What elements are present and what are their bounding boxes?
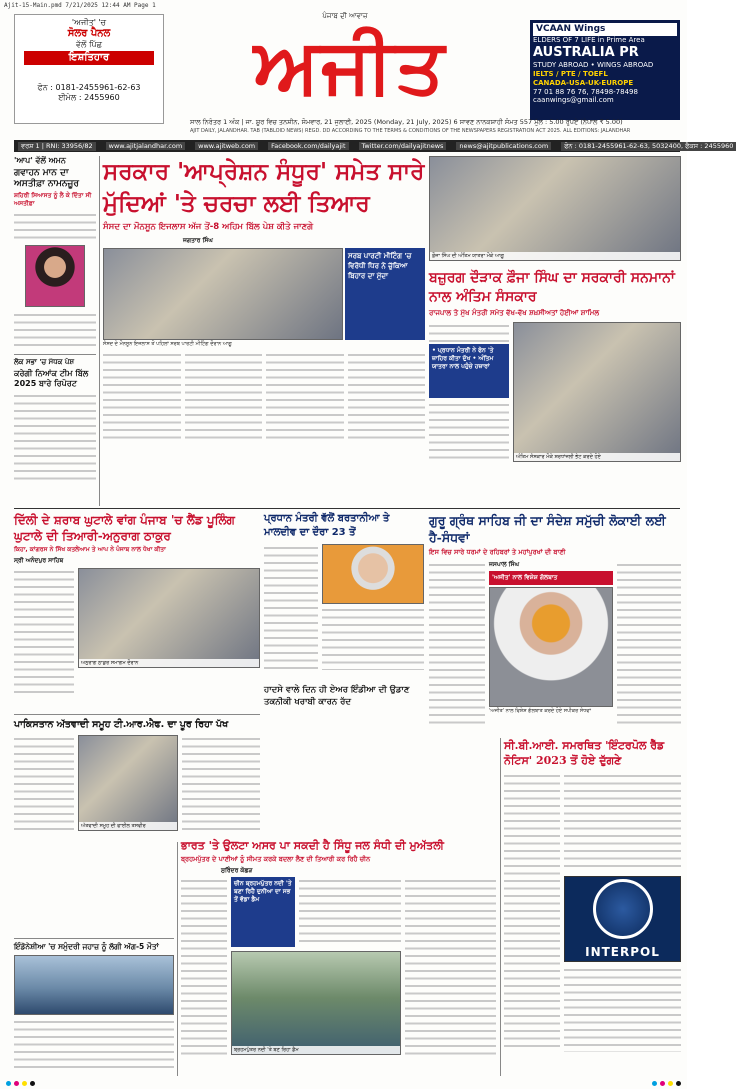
left-kicker-1: 'ਆਪ' ਵੱਲੋਂ ਅਮਨ — [14, 156, 66, 165]
pak-story — [14, 718, 260, 838]
liquor-photo — [78, 568, 260, 668]
ear-line-1: 'ਅਜੀਤ' 'ਚ — [71, 18, 107, 27]
indus-story — [181, 838, 496, 1076]
indus-caption: ਬ੍ਰਹਮਪੁੱਤਰ ਨਦੀ 'ਤੇ ਬਣ ਰਿਹਾ ਡੈਮ — [232, 1046, 400, 1054]
fauja-top-photo — [429, 156, 681, 261]
navy-headline[interactable]: ਇੰਡੋਨੇਸ਼ੀਆ 'ਚ ਸਮੁੰਦਰੀ ਜਹਾਜ਼ ਨੂੰ ਲੱਗੀ ਅੱਗ-5 ਮੌਤਾਂ — [14, 942, 159, 951]
lead-body-col-1 — [103, 351, 181, 439]
fauja-body-1 — [429, 322, 509, 342]
pm-body-1 — [264, 544, 318, 670]
indus-headline[interactable]: ਭਾਰਤ 'ਤੇ ਉਲਟਾ ਅਸਰ ਪਾ ਸਕਦੀ ਹੈ ਸਿੰਧੂ ਜਲ ਸੰਧੀ ਦੀ ਮੁਅੱਤਲੀ — [181, 839, 444, 852]
left-headline-1[interactable]: ਗਵਾਹਨ ਮਾਨ ਦਾ ਅਸਤੀਫ਼ਾ ਨਾਮਨਜ਼ੂਰ — [14, 168, 80, 189]
politician-portrait — [25, 245, 85, 307]
left-body-3 — [14, 392, 96, 482]
lead-body-col-3 — [266, 351, 344, 439]
column-rule-2 — [177, 842, 178, 1076]
interpol-logo — [564, 876, 681, 962]
cbi-body-3 — [564, 966, 681, 1052]
pak-photo — [78, 735, 178, 831]
pm-body-2 — [322, 606, 424, 670]
indus-body-3 — [405, 877, 496, 1057]
horizontal-rule-3 — [14, 938, 174, 939]
column-rule — [99, 156, 100, 506]
fauja-top-caption: ਫ਼ੌਜਾ ਸਿੰਘ ਦੀ ਅੰਤਿਮ ਯਾਤਰਾ ਮੌਕੇ ਆਗੂ — [430, 252, 680, 260]
fauja-funeral-photo — [513, 322, 681, 462]
lead-byline: ਜਗਤਾਰ ਸਿੰਘ — [183, 237, 213, 244]
color-registration-dots-right — [652, 1081, 681, 1087]
guru-body-2 — [617, 561, 681, 726]
cbi-story — [504, 738, 681, 1076]
guru-byline: ਜਸਪਾਲ ਸਿੰਘ — [489, 561, 520, 568]
left-body-1 — [14, 211, 96, 241]
advert-line-2: STUDY ABROAD • WINGS ABROAD — [533, 61, 654, 70]
navy-story — [14, 942, 174, 1076]
interpol-wordmark: INTERPOL — [585, 945, 660, 959]
dateline: ਸਾਲ ਨਿਰੰਤਰ 1 ਅੰਕ | ਜਾ. ਸ਼ੂਰ ਵਿਚ ਤਨਸ਼ੀਨ, ਸੋਮਵਾਰ, 21 ਜੁਲਾਈ, 2025 (Monday, 21 July, 2025) 6 ਸਾਵਣ ਨਾਨਕਸ਼ਾਹੀ ਸੰਮਤ 557 ਮੁੱਲ : 5.00 ਰੁਪਏ (ਨੇਪਾਲ ₹ 5.00) — [190, 118, 623, 126]
advert-line-1: ELDERS OF 7 LIFE in Prime Area — [533, 36, 645, 45]
indus-body-2 — [299, 877, 401, 947]
sandhwan-portrait — [489, 587, 613, 707]
left-ear-advert[interactable] — [14, 14, 164, 124]
print-registration-strip — [0, 1079, 687, 1089]
advert-line-3: IELTS / PTE / TOEFL — [533, 70, 608, 78]
twitter-link[interactable]: Twitter.com/dailyajitnews — [359, 142, 447, 150]
lead-body-col-2 — [185, 351, 263, 439]
guru-deck: ਇਸ ਵਿਚ ਸਾਰੇ ਧਰਮਾਂ ਦੇ ਰਹਿਬਰਾਂ ਤੇ ਮਹਾਂਪੁਰਖਾਂ ਦੀ ਬਾਣੀ — [429, 548, 566, 556]
contact-bar — [14, 140, 734, 152]
lead-inset-box: ਸਰਬ ਪਾਰਟੀ ਮੀਟਿੰਗ 'ਚ ਵਿਰੋਧੀ ਧਿਰ ਨੇ ਚੁੱਕਿਆ ਬਿਹਾਰ ਦਾ ਮੁੱਦਾ — [345, 248, 425, 340]
left-subhead-1: ਸ਼ਹਿਰੀ ਸਿਆਸਤ ਨੂੰ ਲੈ ਕੇ ਦਿੱਤਾ ਸੀ ਅਸਤੀਫ਼ਾ — [14, 192, 92, 207]
left-divider — [14, 354, 96, 355]
registration-line: AJIT DAILY, JALANDHAR. TAB (TABLOID NEWS) REGD. DD ACCORDING TO THE TERMS & CONDITIONS OF THE NEWSPAPERS REGISTRATION ACT 2025. ALL EDITIONS: JALANDHAR — [190, 128, 631, 134]
lead-body-col-4 — [348, 351, 426, 439]
indus-byline: ਸੁਰਿੰਦਰ ਕੋਛੜ — [221, 867, 253, 874]
ear-line-2: ਸੋਲਰ ਪੈਨਲ — [67, 27, 111, 39]
horizontal-rule-2 — [14, 714, 260, 715]
lead-photo — [103, 248, 343, 340]
pm-headline[interactable]: ਪ੍ਰਧਾਨ ਮੰਤਰੀ ਵੱਲੋਂ ਬਰਤਾਨੀਆ ਤੇ ਮਾਲਦੀਵ ਦਾ ਦੌਰਾ 23 ਤੋਂ — [264, 513, 390, 538]
left-kicker-2: ਲੋਕ ਸਭਾ 'ਚ ਮੱਧਕ ਪੇਸ਼ — [14, 358, 75, 366]
liquor-headline[interactable]: ਦਿੱਲੀ ਦੇ ਸ਼ਰਾਬ ਘੁਟਾਲੇ ਵਾਂਗ ਪੰਜਾਬ 'ਚ ਲੈਂਡ ਪੂਲਿੰਗ ਘੁਟਾਲੇ ਦੀ ਤਿਆਰੀ-ਅਨੁਰਾਗ ਠਾਕੁਰ — [14, 513, 235, 543]
fauja-headline[interactable]: ਬਜ਼ੁਰਗ ਦੌੜਾਕ ਫ਼ੌਜਾ ਸਿੰਘ ਦਾ ਸਰਕਾਰੀ ਸਨਮਾਨਾਂ ਨਾਲ ਅੰਤਿਮ ਸੰਸਕਾਰ — [429, 270, 675, 305]
pak-body-1 — [14, 735, 74, 831]
guru-body-1 — [429, 561, 485, 726]
globe-icon — [593, 879, 653, 939]
fauja-body-2 — [429, 401, 509, 461]
fauja-deck: ਰਾਜਪਾਲ ਤੇ ਮੁੱਖ ਮੰਤਰੀ ਸਮੇਤ ਵੱਖ-ਵੱਖ ਸ਼ਖ਼ਸੀਅਤਾਂ ਹੋਈਆਂ ਸ਼ਾਮਿਲ — [429, 309, 600, 317]
left-column — [14, 156, 96, 506]
lead-story — [103, 156, 425, 506]
print-slug: Ajit-15-Main.pmd 7/21/2025 12:44 AM Page 1 — [4, 2, 156, 9]
ear-line-5: ਫੋਨ : 0181-2455961-62-63 — [37, 83, 141, 93]
liquor-deck: ਕਿਹਾ, ਕਾਂਗਰਸ ਨੇ ਸਿੱਖ ਕਤਲੇਆਮ ਤੇ ਆਪ ਨੇ ਪੰਜਾਬ ਨਾਲ ਧੋਖਾ ਕੀਤਾ — [14, 546, 166, 553]
liquor-story — [14, 512, 260, 712]
fauja-story — [429, 156, 681, 506]
liquor-byline: ਸ੍ਰੀ ਅਨੰਦਪੁਰ ਸਾਹਿਬ — [14, 557, 64, 564]
lead-photo-caption: ਸੰਸਦ ਦੇ ਮੌਨਸੂਨ ਇਜਲਾਸ ਤੋਂ ਪਹਿਲਾਂ ਸਰਬ ਪਾਰਟੀ ਮੀਟਿੰਗ ਦੌਰਾਨ ਆਗੂ — [103, 341, 232, 347]
advert-phone: 77 01 88 76 76, 78498-78498 — [533, 87, 638, 96]
guru-story — [429, 512, 681, 727]
fauja-inset: • ਪ੍ਰਧਾਨ ਮੰਤਰੀ ਨੇ ਫੋਨ 'ਤੇ ਜ਼ਾਹਿਰ ਕੀਤਾ ਦੁੱਖ • ਅੰਤਿਮ ਯਾਤਰਾ ਨਾਲ ਪਹੁੰਚੇ ਹਜ਼ਾਰਾਂ — [429, 344, 509, 398]
liquor-caption: ਅਨੁਰਾਗ ਠਾਕੁਰ ਸਮਾਗਮ ਦੌਰਾਨ — [79, 659, 259, 667]
guru-caption: 'ਅਜੀਤ' ਨਾਲ ਵਿਸ਼ੇਸ਼ ਗੱਲਬਾਤ ਕਰਦੇ ਹੋਏ ਸਪੀਕਰ ਸੰਧਵਾਂ — [489, 708, 591, 714]
cbi-headline[interactable]: ਸੀ.ਬੀ.ਆਈ. ਸਮਰਥਿਤ 'ਇੰਟਰਪੋਲ ਰੈੱਡ ਨੋਟਿਸ' 2023 ਤੋਂ ਹੋਏ ਦੁੱਗਣੇ — [504, 739, 665, 767]
left-headline-2[interactable]: ਕਰੇਗੀ ਨਿਆਂਕ ਟੀਮ ਬਿੱਲ 2025 ਬਾਰੇ ਰਿਪੋਰਟ — [14, 369, 89, 388]
pak-headline[interactable]: ਪਾਕਿਸਤਾਨ ਅੱਤਵਾਦੀ ਸਮੂਹ ਟੀ.ਆਰ.ਐਫ. ਦਾ ਪੂਰ ਰਿਹਾ ਪੱਖ — [14, 719, 229, 730]
ear-line-6: ਈਮੇਲ : 2455960 — [58, 92, 120, 102]
navy-body — [14, 1018, 174, 1072]
guru-interview-tag: 'ਅਜੀਤ' ਨਾਲ ਵਿਸ਼ੇਸ਼ ਗੱਲਬਾਤ — [489, 571, 613, 585]
advert-headline: AUSTRALIA PR — [533, 45, 639, 60]
phone-number: ਫੋਨ : 0181-2455961-62-63, 5032400, ਫੈਕਸ : 2455960 — [561, 142, 736, 151]
pm-portrait — [322, 544, 424, 604]
air-india-headline[interactable]: ਹਾਦਸੇ ਵਾਲੇ ਦਿਨ ਹੀ ਏਅਰ ਇੰਡੀਆ ਦੀ ਉਡਾਣ ਤਕਨੀਕੀ ਖਰਾਬੀ ਕਾਰਨ ਰੱਦ — [264, 685, 410, 707]
left-body-2 — [14, 311, 96, 351]
lead-headline[interactable]: ਸਰਕਾਰ 'ਆਪ੍ਰੇਸ਼ਨ ਸੰਧੂਰ' ਸਮੇਤ ਸਾਰੇ ਮੁੱਦਿਆਂ 'ਤੇ ਚਰਚਾ ਲਈ ਤਿਆਰ — [103, 158, 425, 217]
indus-body-1 — [181, 877, 227, 1057]
column-rule-3 — [500, 738, 501, 1076]
cbi-body-1 — [504, 772, 560, 1052]
email-link[interactable]: news@ajitpublications.com — [456, 142, 551, 150]
masthead-tagline: ਪੰਜਾਬ ਦੀ ਆਵਾਜ਼ — [322, 12, 368, 20]
horizontal-rule-1 — [14, 508, 680, 509]
ear-line-3: ਵੱਲੋਂ ਪਿੱਛ — [76, 39, 102, 49]
indus-inset: ਚੀਨ ਬ੍ਰਹਮਪੁੱਤਰ ਨਦੀ 'ਤੇ ਬਣਾ ਰਿਹੈ ਦੁਨੀਆ ਦਾ ਸਭ ਤੋਂ ਵੱਡਾ ਡੈਮ — [231, 877, 295, 947]
advert-countries: CANADA-USA-UK-EUROPE — [533, 78, 634, 87]
air-india-story — [264, 684, 424, 734]
masthead-logo: ਅਜੀਤ — [253, 21, 447, 110]
pak-caption: ਅੱਤਵਾਦੀ ਸਮੂਹ ਦੀ ਫਾਈਲ ਤਸਵੀਰ — [79, 822, 177, 830]
ear-line-4: ਇਸ਼ਤਿਹਾਰ — [24, 51, 154, 65]
pm-story — [264, 512, 424, 682]
pak-body-2 — [182, 735, 260, 831]
volume-number: ਵਰਸ਼ 1 | RNI: 33956/82 — [18, 142, 96, 151]
website-link-2[interactable]: www.ajitweb.com — [195, 142, 258, 150]
color-registration-dots — [6, 1081, 35, 1087]
advert-email: caanwings@gmail.com — [533, 96, 614, 105]
facebook-link[interactable]: Facebook.com/dailyajit — [268, 142, 348, 150]
ship-fire-photo — [14, 955, 174, 1015]
liquor-body — [14, 568, 74, 696]
fauja-bottom-caption: ਅੰਤਿਮ ਸੰਸਕਾਰ ਮੌਕੇ ਸ਼ਰਧਾਂਜਲੀ ਭੇਟ ਕਰਦੇ ਹੋਏ — [514, 453, 680, 461]
website-link[interactable]: www.ajitjalandhar.com — [106, 142, 186, 150]
indus-deck: ਬ੍ਰਹਮਪੁੱਤਰ ਦੇ ਪਾਣੀਆਂ ਨੂੰ ਸੀਮਤ ਕਰਕੇ ਬਦਲਾ ਲੈਣ ਦੀ ਤਿਆਰੀ ਕਰ ਰਿਹੈ ਚੀਨ — [181, 855, 371, 863]
lead-deck: ਸੰਸਦ ਦਾ ਮੌਨਸੂਨ ਇਜਲਾਸ ਅੱਜ ਤੋਂ-8 ਅਹਿਮ ਬਿੱਲ ਪੇਸ਼ ਕੀਤੇ ਜਾਣਗੇ — [103, 222, 314, 232]
advert-brand: VCAAN Wings — [533, 23, 677, 36]
right-ear-advert[interactable] — [530, 20, 680, 120]
cbi-body-2 — [564, 772, 681, 872]
dam-photo — [231, 951, 401, 1055]
guru-headline[interactable]: ਗੁਰੂ ਗ੍ਰੰਥ ਸਾਹਿਬ ਜੀ ਦਾ ਸੰਦੇਸ਼ ਸਮੁੱਚੀ ਲੋਕਾਈ ਲਈ ਹੈ-ਸੰਧਵਾਂ — [429, 513, 666, 545]
